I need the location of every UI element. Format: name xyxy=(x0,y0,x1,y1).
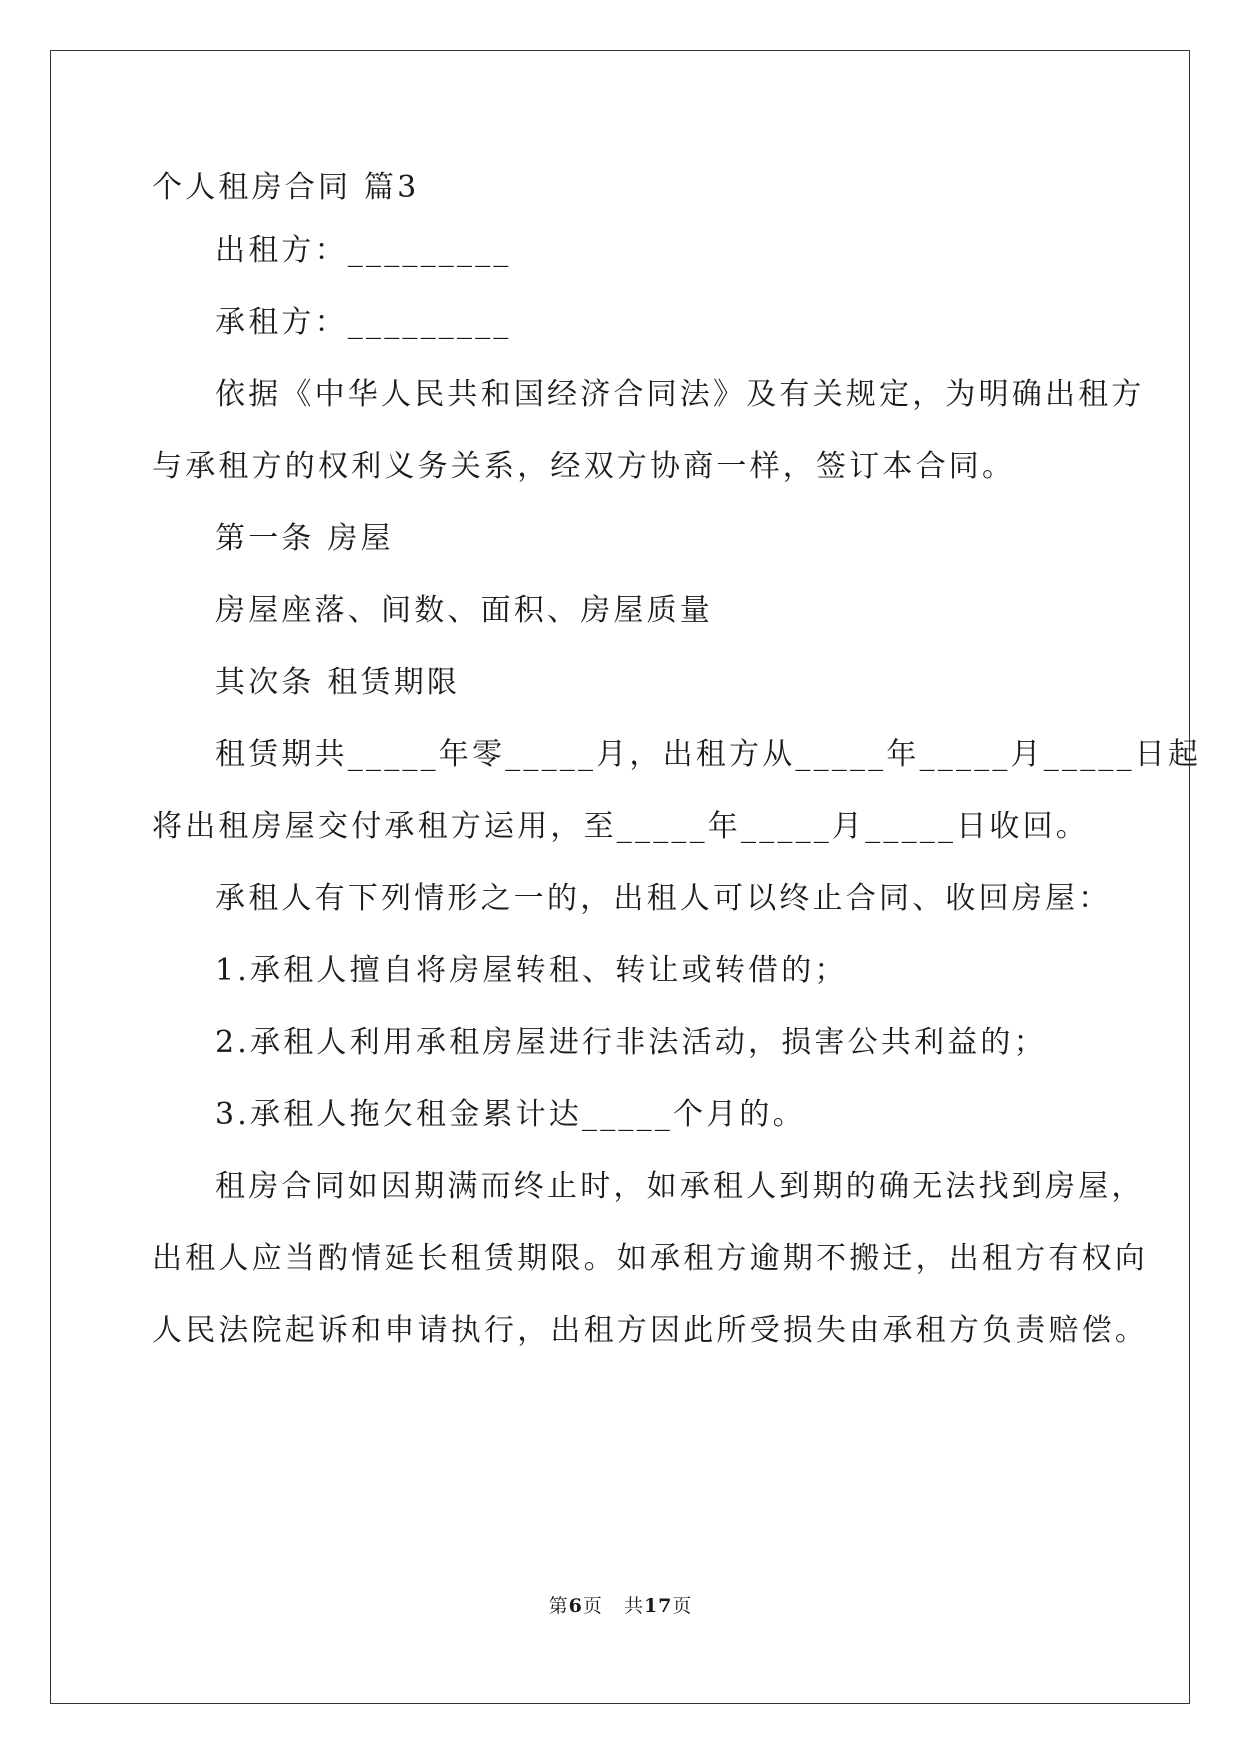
lessee-line: 承租方：_________ xyxy=(215,305,512,340)
termination-item-2: 2.承租人利用承租房屋进行非法活动，损害公共利益的； xyxy=(215,1025,1047,1060)
article1-heading: 第一条 房屋 xyxy=(215,521,394,556)
document-title: 个人租房合同 篇3 xyxy=(152,170,420,205)
lessor-line: 出租方：_________ xyxy=(215,233,512,268)
preamble-line-2: 与承租方的权利义务关系，经双方协商一样，签订本合同。 xyxy=(152,449,1016,484)
page-footer xyxy=(0,1594,1241,1618)
termination-item-1: 1.承租人擅自将房屋转租、转让或转借的； xyxy=(215,953,848,988)
expiry-clause-line-1: 租房合同如因期满而终止时，如承租人到期的确无法找到房屋， xyxy=(215,1169,1145,1204)
expiry-clause-line-2: 出租人应当酌情延长租赁期限。如承租方逾期不搬迁，出租方有权向 xyxy=(152,1241,1148,1276)
expiry-clause-line-3: 人民法院起诉和申请执行，出租方因此所受损失由承租方负责赔偿。 xyxy=(152,1313,1148,1348)
current-page-number: 6 xyxy=(568,1595,583,1617)
preamble-line-1: 依据《中华人民共和国经济合同法》及有关规定，为明确出租方 xyxy=(215,377,1145,412)
footer-middle: 页 共 xyxy=(582,1595,644,1617)
footer-suffix: 页 xyxy=(672,1595,693,1617)
total-pages-number: 17 xyxy=(643,1595,673,1617)
page-border xyxy=(50,50,1190,1704)
termination-item-3: 3.承租人拖欠租金累计达_____个月的。 xyxy=(215,1097,806,1132)
article2-heading: 其次条 租赁期限 xyxy=(215,665,461,700)
termination-intro: 承租人有下列情形之一的，出租人可以终止合同、收回房屋： xyxy=(215,881,1112,916)
lease-term-line-1: 租赁期共_____年零_____月，出租方从_____年_____月_____日起 xyxy=(215,737,1202,772)
article1-text: 房屋座落、间数、面积、房屋质量 xyxy=(215,593,713,628)
lease-term-line-2: 将出租房屋交付承租方运用，至_____年_____月_____日收回。 xyxy=(152,809,1089,844)
footer-prefix: 第 xyxy=(548,1595,569,1617)
